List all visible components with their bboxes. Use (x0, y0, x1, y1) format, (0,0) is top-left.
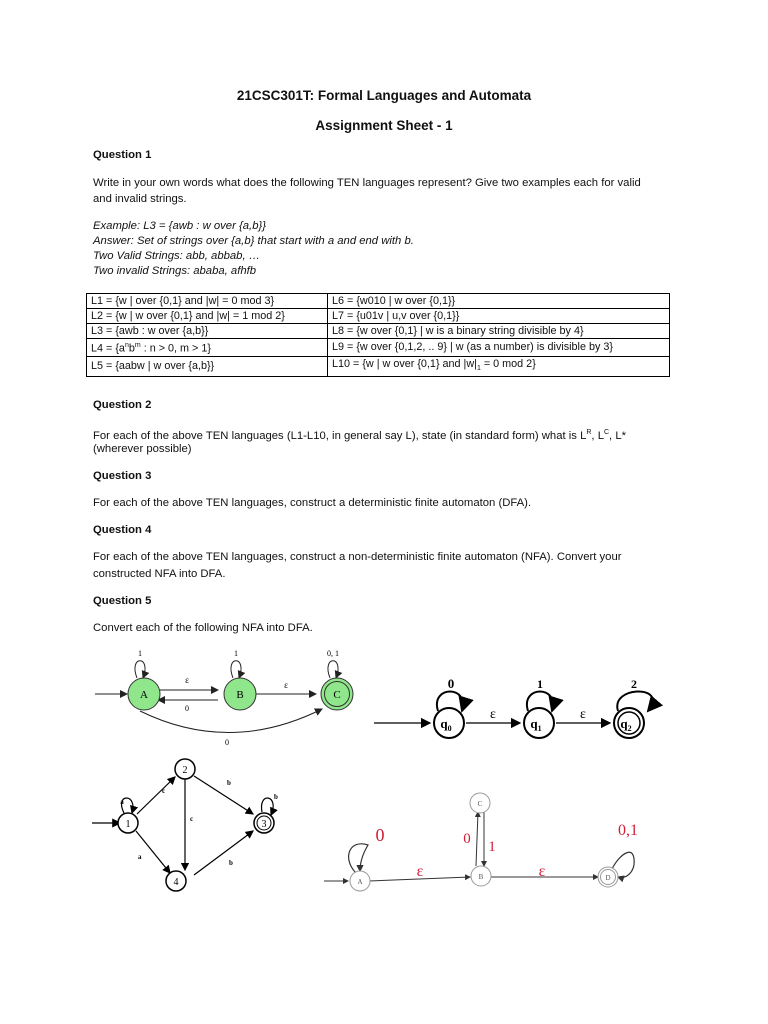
svg-text:A: A (140, 689, 148, 701)
edge-label-43: b (229, 859, 233, 867)
svg-text:C: C (333, 689, 341, 701)
state-q0 (434, 708, 464, 738)
language-cell: L2 = {w | w over {0,1} and |w| = 1 mod 2} (87, 309, 328, 324)
language-cell: L1 = {w | over {0,1} and |w| = 0 mod 3} (87, 294, 328, 309)
svg-text:D: D (605, 874, 611, 882)
table-row (87, 356, 670, 376)
language-cell: L10 = {w | w over {0,1} and $|w|_1 = 0$ mod 2} (328, 356, 670, 376)
loop-label-q1: 1 (537, 677, 543, 691)
svg-text:q2: $q_2$ (620, 716, 632, 733)
language-cell: L3 = {awb : w over {a,b}} (87, 324, 328, 339)
table-row (87, 324, 670, 339)
edge-label-cb: 1 (488, 839, 496, 855)
course-title: 21CSC301T: Formal Languages and Automata (236, 88, 532, 103)
q2-text-line1: For each of the above TEN languages (L1-L10, in general say L), state (in standard form) what is $L^R$, $L^C$, L* (93, 429, 627, 442)
edge-label-q1q2: ε (580, 707, 586, 722)
table-row (87, 309, 670, 324)
q1-text-line1: Write in your own words what does the following TEN languages represent? Give two examples each for valid (93, 177, 641, 189)
loop-label-1: a (120, 798, 124, 806)
q1-answer: Answer: Set of strings over {a,b} that start with a and end with b. (93, 235, 414, 247)
question-1-heading: Question 1 (93, 149, 152, 161)
q1-invalid-strings: Two invalid Strings: ababa, afhfb (93, 265, 257, 277)
q2-text-line2: (wherever possible) (93, 443, 192, 455)
loop-label-a: 1 (138, 649, 142, 658)
svg-text:A: A (357, 878, 363, 886)
sheet-title: Assignment Sheet - 1 (315, 118, 453, 133)
loop-label-d: 0,1 (618, 822, 638, 839)
table-row (87, 339, 670, 357)
loop-label-b: 1 (234, 649, 238, 658)
edge-label-ab-top: ε (185, 675, 189, 685)
nfa-diagram-3 (90, 755, 300, 895)
question-5-heading: Question 5 (93, 595, 152, 607)
svg-text:C: C (477, 800, 483, 808)
loop-label-3: b (274, 793, 278, 801)
edge-label-bc: 0 (463, 831, 471, 847)
languages-table (86, 293, 670, 377)
q1-example: Example: L3 = {awb : w over {a,b}} (93, 220, 267, 232)
edge-label-bd: ε (538, 863, 546, 880)
nfa-diagram-4 (320, 785, 650, 900)
svg-text:B: B (478, 873, 484, 881)
question-3-heading: Question 3 (93, 470, 152, 482)
svg-text:1: 1 (125, 819, 131, 830)
svg-text:3: 3 (261, 819, 267, 830)
edge-label-ab: ε (416, 863, 424, 880)
svg-text:4: 4 (173, 877, 179, 888)
svg-text:q0: $q_0$ (440, 716, 452, 733)
q1-valid-strings: Two Valid Strings: abb, abbab, … (93, 250, 261, 262)
language-cell: L9 = {w over {0,1,2, .. 9} | w (as a number) is divisible by 3} (328, 339, 670, 357)
edge-label-24: c (190, 815, 194, 823)
question-2-heading: Question 2 (93, 399, 152, 411)
table-row (87, 294, 670, 309)
q4-text-line2: constructed NFA into DFA. (93, 568, 226, 580)
language-cell: L6 = {w010 | w over {0,1}} (328, 294, 670, 309)
q3-text: For each of the above TEN languages, construct a deterministic finite automaton (DFA). (93, 497, 532, 509)
svg-text:B: B (236, 689, 244, 701)
edge-label-ab-bottom: 0 (185, 704, 189, 713)
q1-text-line2: and invalid strings. (93, 193, 187, 205)
loop-label-c: 0, 1 (327, 649, 339, 658)
q4-text-line1: For each of the above TEN languages, construct a non-deterministic finite automaton (NFA). Convert your (93, 551, 622, 563)
nfa-diagram-1 (90, 645, 370, 750)
edge-label-14: a (138, 853, 142, 861)
edge-label-12: c (162, 787, 166, 795)
edge-label-bc: ε (284, 680, 288, 690)
edge-label-q0q1: ε (490, 707, 496, 722)
loop-label-q2: 2 (631, 677, 637, 691)
edge-label-ac: 0 (225, 738, 229, 747)
state-q1 (524, 708, 554, 738)
edge-label-23: b (227, 779, 231, 787)
language-cell: L8 = {w over {0,1} | w is a binary string divisible by 4} (328, 324, 670, 339)
language-cell: $L4 = \{a^nb^m$ : n > 0, m > 1} (87, 339, 328, 357)
language-cell: L5 = {aabw | w over {a,b}} (87, 356, 328, 376)
language-cell: L7 = {u01v | u,v over {0,1}} (328, 309, 670, 324)
loop-label-a: 0 (375, 825, 385, 845)
svg-text:q1: $q_1$ (530, 716, 542, 733)
q5-text: Convert each of the following NFA into DFA. (93, 622, 313, 634)
svg-text:2: 2 (182, 765, 188, 776)
loop-label-q0: 0 (447, 676, 455, 691)
question-4-heading: Question 4 (93, 524, 152, 536)
nfa-diagram-2 (372, 670, 674, 746)
